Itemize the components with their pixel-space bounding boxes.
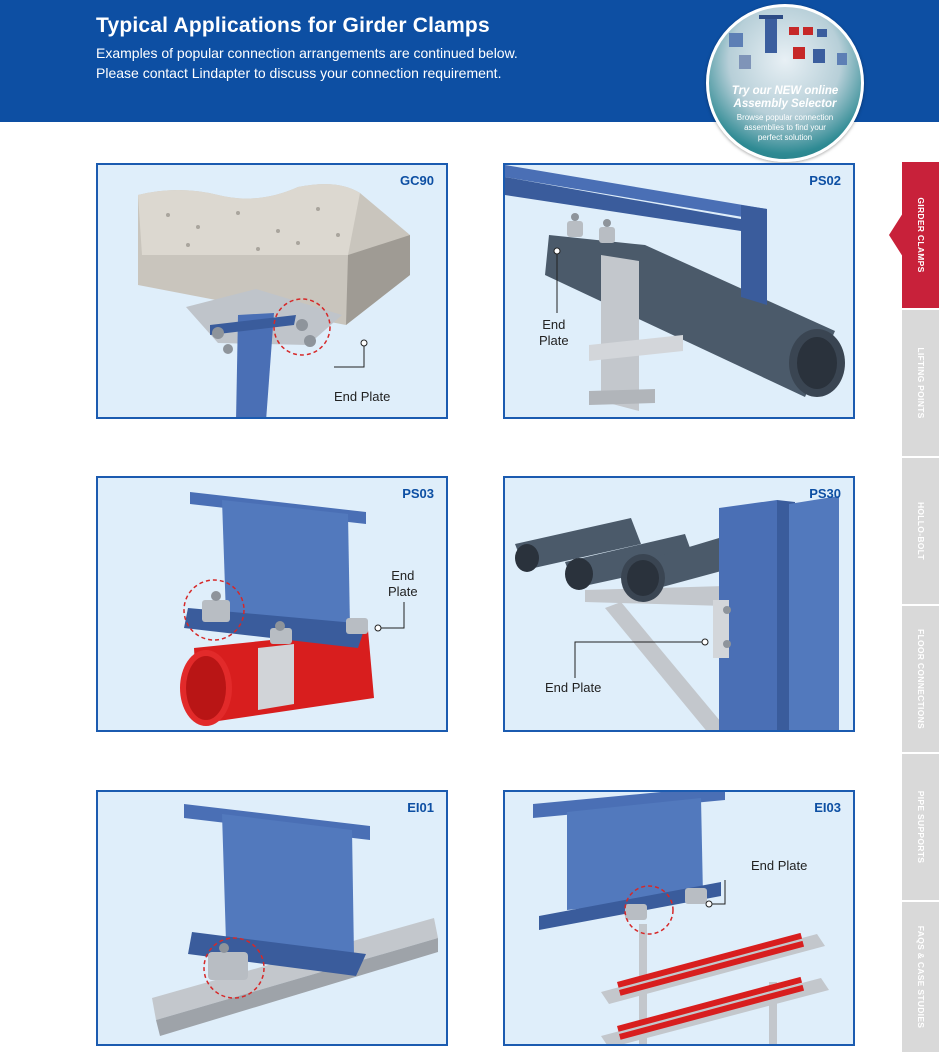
panel-ei01 — [96, 790, 448, 1046]
callout-end-plate: End Plate — [545, 680, 602, 695]
promo-line3: Browse popular connection — [736, 113, 834, 122]
callout-line2: Plate — [539, 333, 569, 348]
tab-label: GIRDER CLAMPS — [915, 197, 926, 273]
panel-code: PS30 — [809, 486, 841, 501]
tab-label: HOLLO-BOLT — [915, 501, 926, 561]
panel-ps03 — [96, 476, 448, 732]
section-tabs — [902, 162, 939, 1052]
panel-code: GC90 — [400, 173, 434, 188]
active-tab-pointer-icon — [889, 213, 903, 257]
tab-girder-clamps[interactable] — [902, 162, 939, 309]
page-subtitle-line1: Examples of popular connection arrangements are continued below. — [96, 45, 518, 61]
tab-label: FAQS & CASE STUDIES — [915, 925, 926, 1029]
gc90-illustration — [98, 165, 448, 419]
assembly-selector-promo[interactable] — [706, 4, 864, 162]
tab-label: PIPE SUPPORTS — [915, 790, 926, 864]
tab-lifting-points[interactable] — [902, 310, 939, 457]
panel-ps30 — [503, 476, 855, 732]
callout-end-plate: End Plate — [751, 858, 808, 873]
callout-end-plate — [539, 317, 569, 349]
panel-code: PS02 — [809, 173, 841, 188]
callout-line2: Plate — [388, 584, 418, 599]
panel-ps02 — [503, 163, 855, 419]
page-title: Typical Applications for Girder Clamps — [96, 14, 490, 37]
callout-end-plate: End Plate — [334, 389, 391, 404]
tab-label: FLOOR CONNECTIONS — [915, 628, 926, 730]
ei03-illustration — [505, 792, 855, 1046]
promo-line2: Assembly Selector — [733, 98, 837, 110]
panel-gc90 — [96, 163, 448, 419]
callout-end-plate — [388, 568, 418, 600]
page-subtitle-line2: Please contact Lindapter to discuss your connection requirement. — [96, 65, 502, 81]
ei01-illustration — [98, 792, 448, 1046]
tab-label: LIFTING POINTS — [915, 347, 926, 419]
promo-line5: perfect solution — [757, 133, 813, 142]
panel-code: EI03 — [814, 800, 841, 815]
ps02-illustration — [505, 165, 855, 419]
ps03-illustration — [98, 478, 448, 732]
panel-code: EI01 — [407, 800, 434, 815]
callout-line1: End — [542, 317, 566, 332]
panel-code: PS03 — [402, 486, 434, 501]
tab-hollo-bolt[interactable] — [902, 458, 939, 605]
callout-line1: End — [391, 568, 415, 583]
panel-ei03 — [503, 790, 855, 1046]
tab-floor-connections[interactable] — [902, 606, 939, 753]
promo-line4: assemblies to find your — [744, 123, 826, 132]
tab-faqs-case-studies[interactable] — [902, 902, 939, 1053]
tab-pipe-supports[interactable] — [902, 754, 939, 901]
promo-line1: Try our NEW online — [731, 85, 839, 97]
